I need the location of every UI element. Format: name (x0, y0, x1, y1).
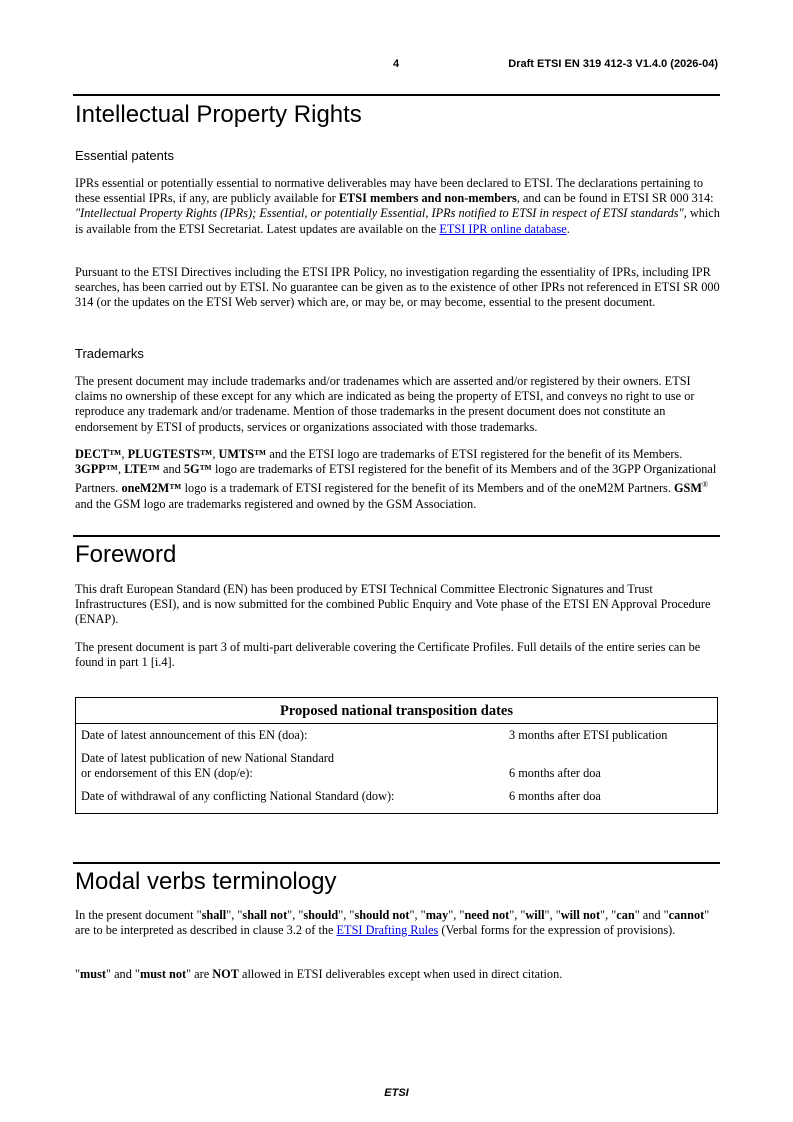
text-bold: ETSI members and non-members (338, 191, 517, 206)
footer-etsi: ETSI (384, 1087, 409, 1099)
text: ", " (509, 908, 526, 922)
modal-paragraph-2 (75, 967, 720, 982)
text: or endorsement of this EN (dop/e): (81, 766, 253, 780)
foreword-title: Foreword (75, 541, 177, 568)
text: ", " (409, 908, 426, 922)
text: " (75, 967, 81, 981)
table-cell-label (76, 747, 504, 785)
text: ", " (338, 908, 355, 922)
ipr-paragraph-1 (75, 176, 720, 237)
text: (Verbal forms for the expression of provisions). (438, 923, 676, 938)
table-cell-value: 6 months after doa (509, 789, 601, 803)
text: logo are trademarks of ETSI registered for the benefit of its Members and of the 3GPP Organizational Partners. (75, 462, 717, 496)
text: " and " (106, 967, 140, 981)
text-bold: shall (201, 908, 227, 922)
table-cell-value: 6 months after doa (509, 766, 601, 780)
transposition-dates-table (75, 697, 718, 814)
text: In the present document " (75, 908, 202, 922)
table-cell-label (76, 724, 504, 748)
trademarks-heading: Trademarks (75, 346, 144, 361)
text-bold: should not (354, 908, 410, 922)
text: , (121, 447, 128, 461)
text: Date of latest publication of new National Standard (81, 751, 335, 765)
ipr-paragraph-2: Pursuant to the ETSI Directives including the ETSI IPR Policy, no investigation regarding the essentiality of IPRs, including IPR searches, has been carried out by ETSI. No guarantee can be given as to the existence of other IPRs not referenced in ETSI SR 000 314 (or the updates on the ETSI Web server) which are, or may be, or may become, essential to the present document. (75, 265, 720, 310)
text-bold: NOT (212, 967, 239, 981)
text-bold: 5G™ (183, 462, 212, 477)
foreword-paragraph-1: This draft European Standard (EN) has been produced by ETSI Technical Committee Electronic Signatures and Trust Infrastructures (ESI), and is now submitted for the combined Public Enquiry and Vote phase of the ETSI EN Approval Procedure (ENAP). (75, 582, 711, 627)
text-bold: UMTS™ (218, 447, 267, 461)
text-bold: need not (464, 908, 510, 922)
text: and the ETSI logo are trademarks of ETSI registered for the benefit of its Members. (266, 447, 683, 461)
text: ", " (287, 908, 304, 922)
table-cell-value: 3 months after ETSI publication (509, 728, 668, 742)
page-number: 4 (393, 58, 400, 70)
text: ® (702, 480, 709, 490)
text: Date of withdrawal of any conflicting National Standard (dow): (81, 789, 395, 803)
table-header-row (76, 698, 718, 724)
text-bold: must (80, 967, 106, 981)
text: . (566, 221, 570, 236)
table-row (76, 747, 718, 785)
table-row (76, 785, 718, 814)
text: " are to be interpreted as described in clause 3.2 of the (75, 908, 710, 938)
text-bold: 3GPP™ (75, 462, 119, 477)
text-bold: DECT™ (75, 447, 122, 461)
table-row (76, 724, 718, 748)
text: allowed in ETSI deliverables except when used in direct citation. (238, 967, 563, 981)
section-rule (73, 94, 720, 96)
text: and (159, 462, 184, 477)
text: IPRs essential or potentially essential to normative deliverables may have been declared to ETSI. The declarations pertaining to these essential IPRs, if any, are publicly available for (75, 176, 704, 206)
ipr-title: Intellectual Property Rights (75, 101, 362, 128)
text: " are (186, 967, 213, 981)
text: Date of latest announcement of this EN (doa): (81, 728, 308, 742)
text-bold: cannot (668, 908, 705, 922)
text-bold: can (616, 908, 635, 922)
text-bold: PLUGTESTS™ (127, 447, 213, 461)
text: , (212, 447, 219, 461)
text: logo is a trademark of ETSI registered for the benefit of its Members and of the oneM2M Partners. (181, 481, 674, 496)
text: ", " (600, 908, 617, 922)
text-bold: may (425, 908, 449, 922)
text-bold: will not (560, 908, 601, 922)
text-bold: oneM2M™ (121, 481, 182, 496)
text: ", " (226, 908, 243, 922)
text: , which is available from the ETSI Secretariat. Latest updates are available on the (75, 206, 720, 236)
text: and the GSM logo are trademarks registered and owned by the GSM Association. (75, 496, 477, 511)
modal-paragraph-1 (75, 908, 720, 938)
text-bold: will (525, 908, 545, 922)
trademarks-paragraph-2 (75, 447, 720, 512)
foreword-paragraph-2: The present document is part 3 of multi-part deliverable covering the Certificate Profiles. Full details of the entire series can be found in part 1 [i.4]. (75, 640, 701, 670)
text-bold: GSM (673, 481, 702, 496)
trademarks-paragraph-1: The present document may include trademarks and/or tradenames which are asserted and/or registered by their owners. ETSI claims no ownership of these except for any which are indicated as being the property of ETSI, and conveys no right to use or reproduce any trademark and/or tradename. Mention of those trademarks in the present document does not constitute an endorsement by ETSI of products, services or organizations associated with those trademarks. (75, 374, 695, 434)
text-bold: should (303, 908, 339, 922)
text-bold: shall not (242, 908, 288, 922)
text: ", " (448, 908, 465, 922)
text-bold: LTE™ (124, 462, 160, 477)
table-cell-label (76, 785, 504, 814)
text: , and can be found in ETSI SR 000 314: (516, 191, 714, 206)
text-bold: must not (139, 967, 187, 981)
text: , (118, 462, 125, 477)
modal-verbs-title: Modal verbs terminology (75, 868, 337, 895)
document-id: Draft ETSI EN 319 412-3 V1.4.0 (2026-04) (508, 58, 718, 70)
text: " and " (634, 908, 669, 922)
section-rule (73, 862, 720, 864)
text-italic: "Intellectual Property Rights (IPRs); Essential, or potentially Essential, IPRs notified to ETSI in respect of ETSI standards" (75, 206, 684, 221)
etsi-drafting-rules-link[interactable]: ETSI Drafting Rules (336, 923, 439, 938)
table-title: Proposed national transposition dates (76, 698, 718, 724)
text: ", " (544, 908, 561, 922)
essential-patents-heading: Essential patents (75, 148, 175, 163)
ipr-database-link[interactable]: ETSI IPR online database (439, 221, 567, 236)
section-rule (73, 535, 720, 537)
